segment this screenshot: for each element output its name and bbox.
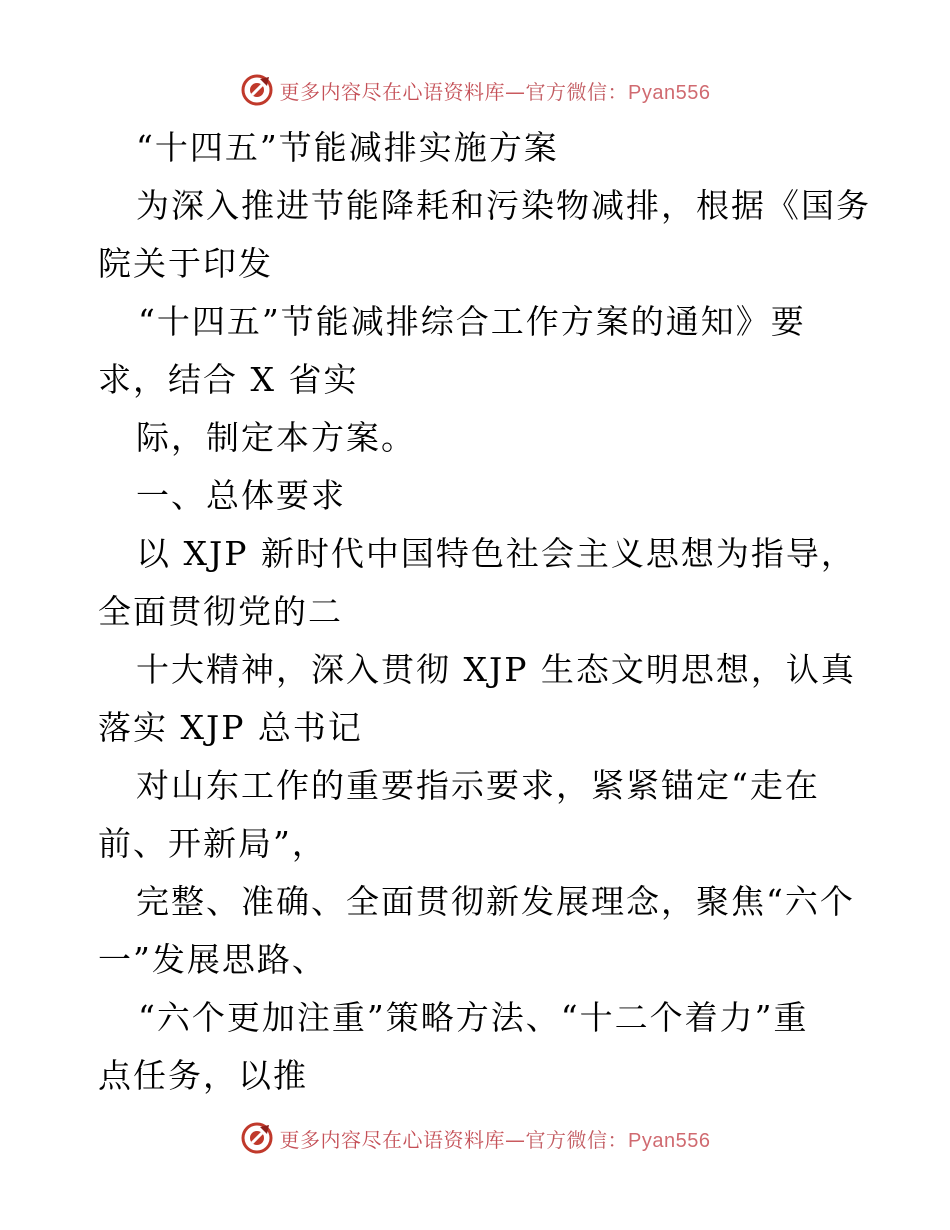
text-line: 求，结合 X 省实 bbox=[98, 360, 359, 399]
section-heading: 一、总体要求 bbox=[136, 476, 346, 515]
text-line: 对山东工作的重要指示要求，紧紧锚定“走在 bbox=[136, 766, 820, 805]
watermark-brand: 更多内容尽在心语资料库 bbox=[279, 79, 506, 104]
text-line: 为深入推进节能降耗和污染物减排，根据《国务 bbox=[136, 186, 871, 225]
watermark-separator: — bbox=[505, 79, 526, 104]
footer-watermark-banner bbox=[0, 1118, 950, 1158]
text-line: 十大精神，深入贯彻 XJP 生态文明思想，认真 bbox=[136, 650, 856, 689]
watermark-account: Pyan556 bbox=[628, 1129, 711, 1152]
text-line: 前、开新局”， bbox=[98, 824, 327, 863]
text-line: “十四五”节能减排综合工作方案的通知》要 bbox=[138, 302, 806, 341]
brand-logo-icon bbox=[240, 1121, 274, 1155]
watermark-prefix: 官方微信： bbox=[525, 79, 629, 104]
text-line: 全面贯彻党的二 bbox=[98, 592, 343, 631]
text-line: 完整、准确、全面贯彻新发展理念，聚焦“六个 bbox=[136, 882, 855, 921]
watermark-text bbox=[280, 76, 711, 105]
watermark-prefix: 官方微信： bbox=[525, 1127, 629, 1152]
watermark-separator: — bbox=[505, 1127, 526, 1152]
text-line: 点任务，以推 bbox=[98, 1056, 308, 1095]
brand-logo-icon bbox=[240, 73, 274, 107]
text-line: 院关于印发 bbox=[98, 244, 273, 283]
text-line: 际，制定本方案。 bbox=[136, 418, 416, 457]
watermark-account: Pyan556 bbox=[628, 81, 711, 104]
document-title: “十四五”节能减排实施方案 bbox=[136, 128, 559, 167]
header-watermark-banner bbox=[0, 70, 950, 110]
text-line: 落实 XJP 总书记 bbox=[98, 708, 363, 747]
watermark-text bbox=[280, 1124, 711, 1153]
text-line: “六个更加注重”策略方法、“十二个着力”重 bbox=[138, 998, 809, 1037]
watermark-brand: 更多内容尽在心语资料库 bbox=[279, 1127, 506, 1152]
text-line: 以 XJP 新时代中国特色社会主义思想为指导， bbox=[136, 534, 856, 573]
text-line: 一”发展思路、 bbox=[98, 940, 327, 979]
